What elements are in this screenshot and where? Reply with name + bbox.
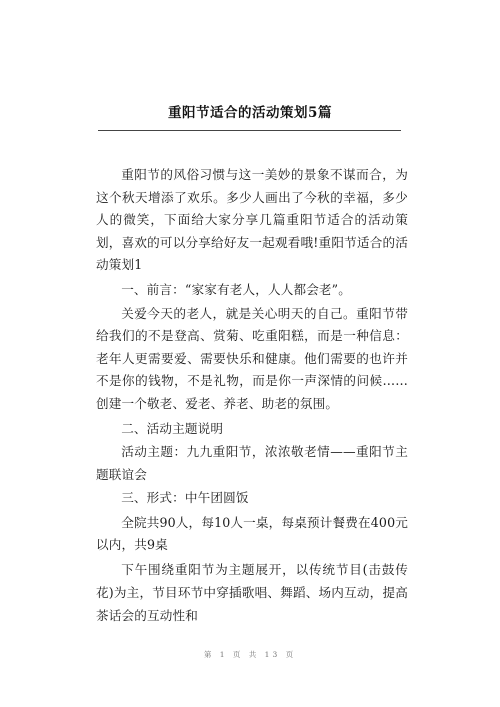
page-footer: 第 1 页 共 13 页 bbox=[203, 650, 297, 659]
title-divider bbox=[98, 130, 401, 131]
paragraph-care-elderly: 关爱今天的老人，就是关心明天的自己。重阳节带给我们的不是登高、赏菊、吃重阳糕，而是一种信息：老年人更需要爱、需要快乐和健康。他们需要的也许并不是你的钱物，不是礼物，而是你一声深情的问候……创建一个敬老、爱老、养老、助老的氛围。 bbox=[96, 305, 408, 411]
document-body bbox=[96, 164, 408, 630]
document-title: 重阳节适合的活动策划5篇 bbox=[168, 105, 332, 121]
paragraph-attendance: 全院共90人，每10人一桌，每桌预计餐费在400元以内，共9桌 bbox=[96, 514, 408, 553]
paragraph-section-theme: 二、活动主题说明 bbox=[121, 420, 224, 436]
paragraph-intro: 重阳节的风俗习惯与这一美妙的景象不谋而合，为这个秋天增添了欢乐。多少人画出了今秋的幸福，多少人的微笑，下面给大家分享几篇重阳节适合的活动策划，喜欢的可以分享给好友一起观看哦!重阳节适合的活动策划1 bbox=[96, 167, 408, 273]
paragraph-section-format: 三、形式：中午团圆饭 bbox=[121, 489, 249, 505]
paragraph-activity-theme: 活动主题：九九重阳节，浓浓敬老情——重阳节主题联谊会 bbox=[96, 444, 408, 482]
paragraph-afternoon-program: 下午围绕重阳节为主题展开，以传统节目(击鼓传花)为主，节目环节中穿插歌唱、舞蹈、场内互动，提高茶话会的互动性和 bbox=[96, 562, 408, 623]
paragraph-section-preface: 一、前言：“家家有老人，人人都会老”。 bbox=[121, 282, 352, 298]
